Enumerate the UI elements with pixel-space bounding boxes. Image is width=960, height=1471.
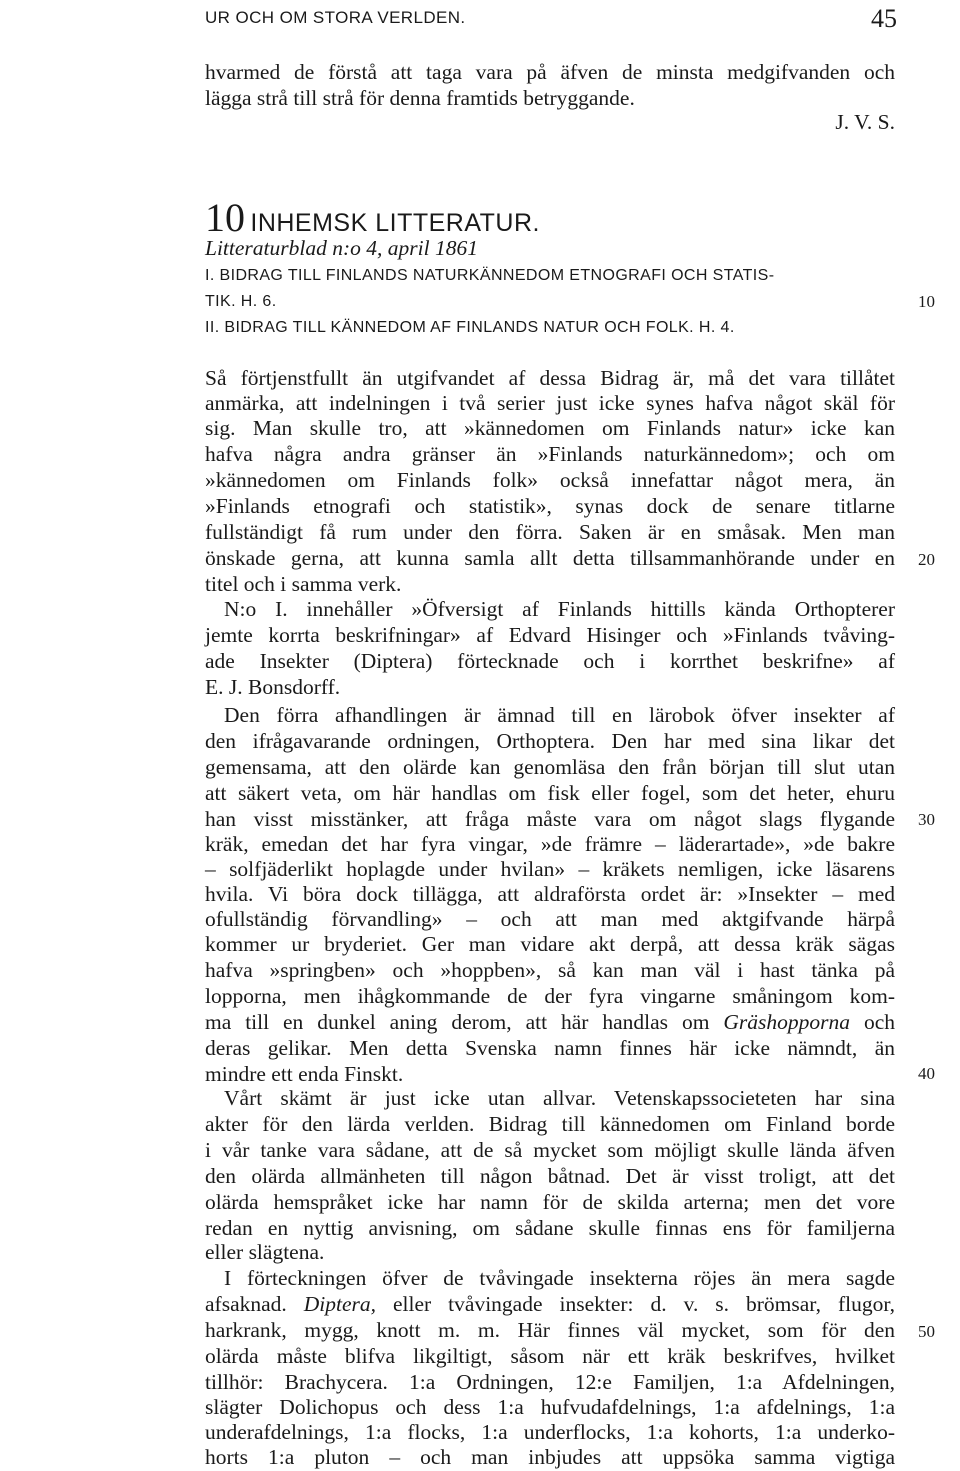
text-line: »Finlands etnografi och statistik», synas dock de senare titlarne [205, 494, 895, 518]
section-subtitle: I. BIDRAG TILL FINLANDS NATURKÄNNEDOM ETNOGRAFI OCH STATIS- [205, 267, 775, 284]
section-title: INHEMSK LITTERATUR. [250, 209, 540, 237]
text-line: jemte korrta beskrifningar» af Edvard Hisinger och »Finlands tvåving- [205, 623, 895, 647]
signature: J. V. S. [835, 110, 895, 134]
margin-line-number: 40 [918, 1064, 935, 1083]
text-line: gemensama, att den olärde kan genomläsa den från början till slut utan [205, 755, 895, 779]
section-source: Litteraturblad n:o 4, april 1861 [205, 236, 478, 260]
text-line: olärda hemspråket icke har namn för de skilda arterna; men det vore [205, 1190, 895, 1214]
text-line: kommer ur bryderiet. Ger man vidare akt derpå, att dessa kräk sägas [205, 932, 895, 956]
text-line: titel och i samma verk. [205, 572, 402, 596]
text-line: hafva »springben» och »hoppben», så kan man väl i hast tänka på [205, 958, 895, 982]
text-line: att säkert veta, om här handlas om fisk eller fogel, som det heter, ehuru [205, 781, 895, 805]
text-segment: afsaknad. [205, 1292, 304, 1316]
text-line: horts 1:a pluton – och man inbjudes att uppsöka samma vigtiga [205, 1445, 895, 1469]
margin-line-number: 30 [918, 810, 935, 829]
text-line: den ifrågavarande ordningen, Orthoptera. Den har med sina likar det [205, 729, 895, 753]
text-line: akter för den lärda verlden. Bidrag till kännedomen om Finland borde [205, 1112, 895, 1136]
text-line: I förteckningen öfver de tvåvingade insekterna röjes än mera sagde [224, 1266, 895, 1290]
italic-term: Gräshopporna [723, 1010, 851, 1034]
text-line: eller slägtena. [205, 1240, 325, 1264]
text-line: anmärka, att indelningen i två serier just icke synes hafva något skäl för [205, 391, 895, 415]
text-line: tillhör: Brachycera. 1:a Ordningen, 12:e Familjen, 1:a Afdelningen, [205, 1370, 895, 1394]
running-head-title: UR OCH OM STORA VERLDEN. [205, 8, 466, 27]
text-line: E. J. Bonsdorff. [205, 675, 341, 699]
margin-line-number: 50 [918, 1322, 935, 1341]
text-line [205, 1292, 895, 1316]
text-line: Vårt skämt är just icke utan allvar. Vetenskapssocieteten har sina [224, 1086, 895, 1110]
text-segment: och [850, 1010, 895, 1034]
italic-term: Diptera, [303, 1292, 377, 1316]
text-line: han visst misstänker, att fråga måste vara om något slags flygande [205, 807, 895, 831]
text-line: hvarmed de förstå att taga vara på äfven de minsta medgifvanden och [205, 60, 895, 84]
text-line: harkrank, mygg, knott m. m. Här finnes väl mycket, som för den [205, 1318, 895, 1342]
text-line: lopporna, men ihågkommande de der fyra vingarne småningom kom- [205, 984, 895, 1008]
margin-line-number: 10 [918, 292, 935, 311]
text-line: hvila. Vi böra dock tillägga, att aldraförsta ordet är: »Insekter – med [205, 882, 895, 906]
text-line: Den förra afhandlingen är ämnad till en lärobok öfver insekter af [224, 703, 895, 727]
text-line: »kännedomen om Finlands folk» också innefattar något mera, än [205, 468, 895, 492]
text-line: – solfjäderlikt hoplagde under hvilan» – kräkets nemligen, icke läsarens [205, 857, 895, 881]
text-line: mindre ett enda Finskt. [205, 1062, 404, 1086]
text-line: Så förtjenstfullt än utgifvandet af dessa Bidrag är, må det vara tillåtet [205, 366, 895, 390]
text-line: hafva några andra gränser än »Finlands naturkännedom»; och om [205, 442, 895, 466]
section-number: 10 [205, 195, 245, 240]
text-line: deras gelikar. Men detta Svenska namn finnes här icke nämndt, än [205, 1036, 895, 1060]
text-line: underafdelnings, 1:a flocks, 1:a underflocks, 1:a kohorts, 1:a underko- [205, 1420, 895, 1444]
text-line: i vår tanke vara sådane, att de så mycket som möjligt skulle lända äfven [205, 1138, 895, 1162]
text-line: lägga strå till strå för denna framtids betryggande. [205, 86, 635, 110]
text-line: N:o I. innehåller »Öfversigt af Finlands hittills kända Orthopterer [224, 597, 895, 621]
text-line: ofullständig förvandling» – och att man med aktgifvande härpå [205, 907, 895, 931]
text-line: kräk, emedan det har fyra vingar, »de främre – läderartade», »de bakre [205, 832, 895, 856]
text-line: olärda måste blifva likgiltigt, såsom när ett kräk beskrifves, hvilket [205, 1344, 895, 1368]
text-segment: eller tvåvingade insekter: d. v. s. brömsar, flugor, [376, 1292, 896, 1316]
text-line: önskade gerna, att kunna samla allt detta tillsammanhörande under en [205, 546, 895, 570]
text-line: slägter Dolichopus och dess 1:a hufvudafdelnings, 1:a afdelnings, 1:a [205, 1395, 895, 1419]
section-subtitle: TIK. H. 6. [205, 293, 277, 310]
page-number: 45 [871, 4, 897, 33]
text-line [205, 1010, 895, 1034]
margin-line-number: 20 [918, 550, 935, 569]
text-line: den olärda allmänheten till någon båtnad. Det är visst troligt, att det [205, 1164, 895, 1188]
section-subtitle: II. BIDRAG TILL KÄNNEDOM AF FINLANDS NATUR OCH FOLK. H. 4. [205, 319, 735, 336]
running-head [205, 4, 897, 38]
text-line: ade Insekter (Diptera) förtecknade och i korrthet beskrifne» af [205, 649, 895, 673]
text-line: fullständigt få rum under den förra. Saken är en småsak. Men man [205, 520, 895, 544]
text-line: redan en nyttig anvisning, om sådane skulle finnas ens för familjerna [205, 1216, 895, 1240]
text-segment: ma till en dunkel aning derom, att här handlas om [205, 1010, 724, 1034]
text-line: sig. Man skulle tro, att »kännedomen om Finlands natur» icke kan [205, 416, 895, 440]
